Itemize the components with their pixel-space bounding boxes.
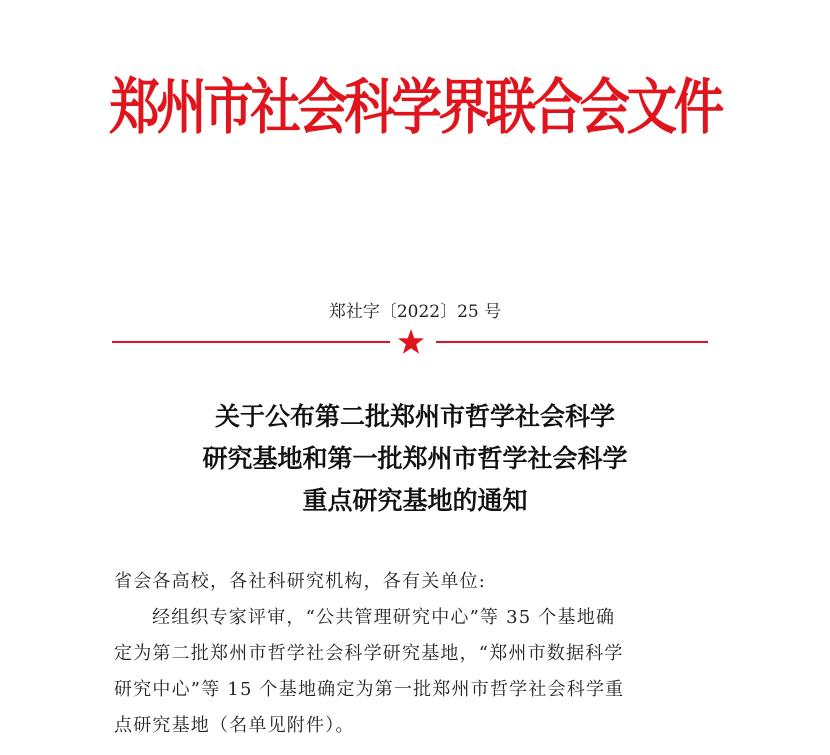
notice-title-line: 重点研究基地的通知 [302, 486, 528, 515]
salutation: 省会各高校，各社科研究机构，各有关单位: [114, 571, 487, 592]
body-line: 经组织专家评审，“公共管理研究中心”等 35 个基地确 [152, 607, 616, 628]
body-line: 定为第二批郑州市哲学社会科学研究基地，“郑州市数据科学 [114, 643, 624, 664]
document-number: 郑社字〔2022〕25 号 [328, 302, 502, 322]
star-icon [397, 328, 425, 356]
masthead-title [0, 68, 830, 148]
masthead-text: 郑州市社会科学界联合会文件 [109, 73, 721, 143]
body-paragraph [114, 600, 720, 744]
divider-right-rule [436, 341, 708, 343]
body-line: 研究中心”等 15 个基地确定为第一批郑州市哲学社会科学重 [114, 679, 625, 700]
divider-left-rule [112, 341, 390, 343]
notice-title [0, 396, 830, 522]
notice-title-line: 研究基地和第一批郑州市哲学社会科学 [202, 444, 628, 473]
body-line: 点研究基地（名单见附件）。 [114, 715, 355, 736]
notice-title-line: 关于公布第二批郑州市哲学社会科学 [214, 402, 615, 431]
